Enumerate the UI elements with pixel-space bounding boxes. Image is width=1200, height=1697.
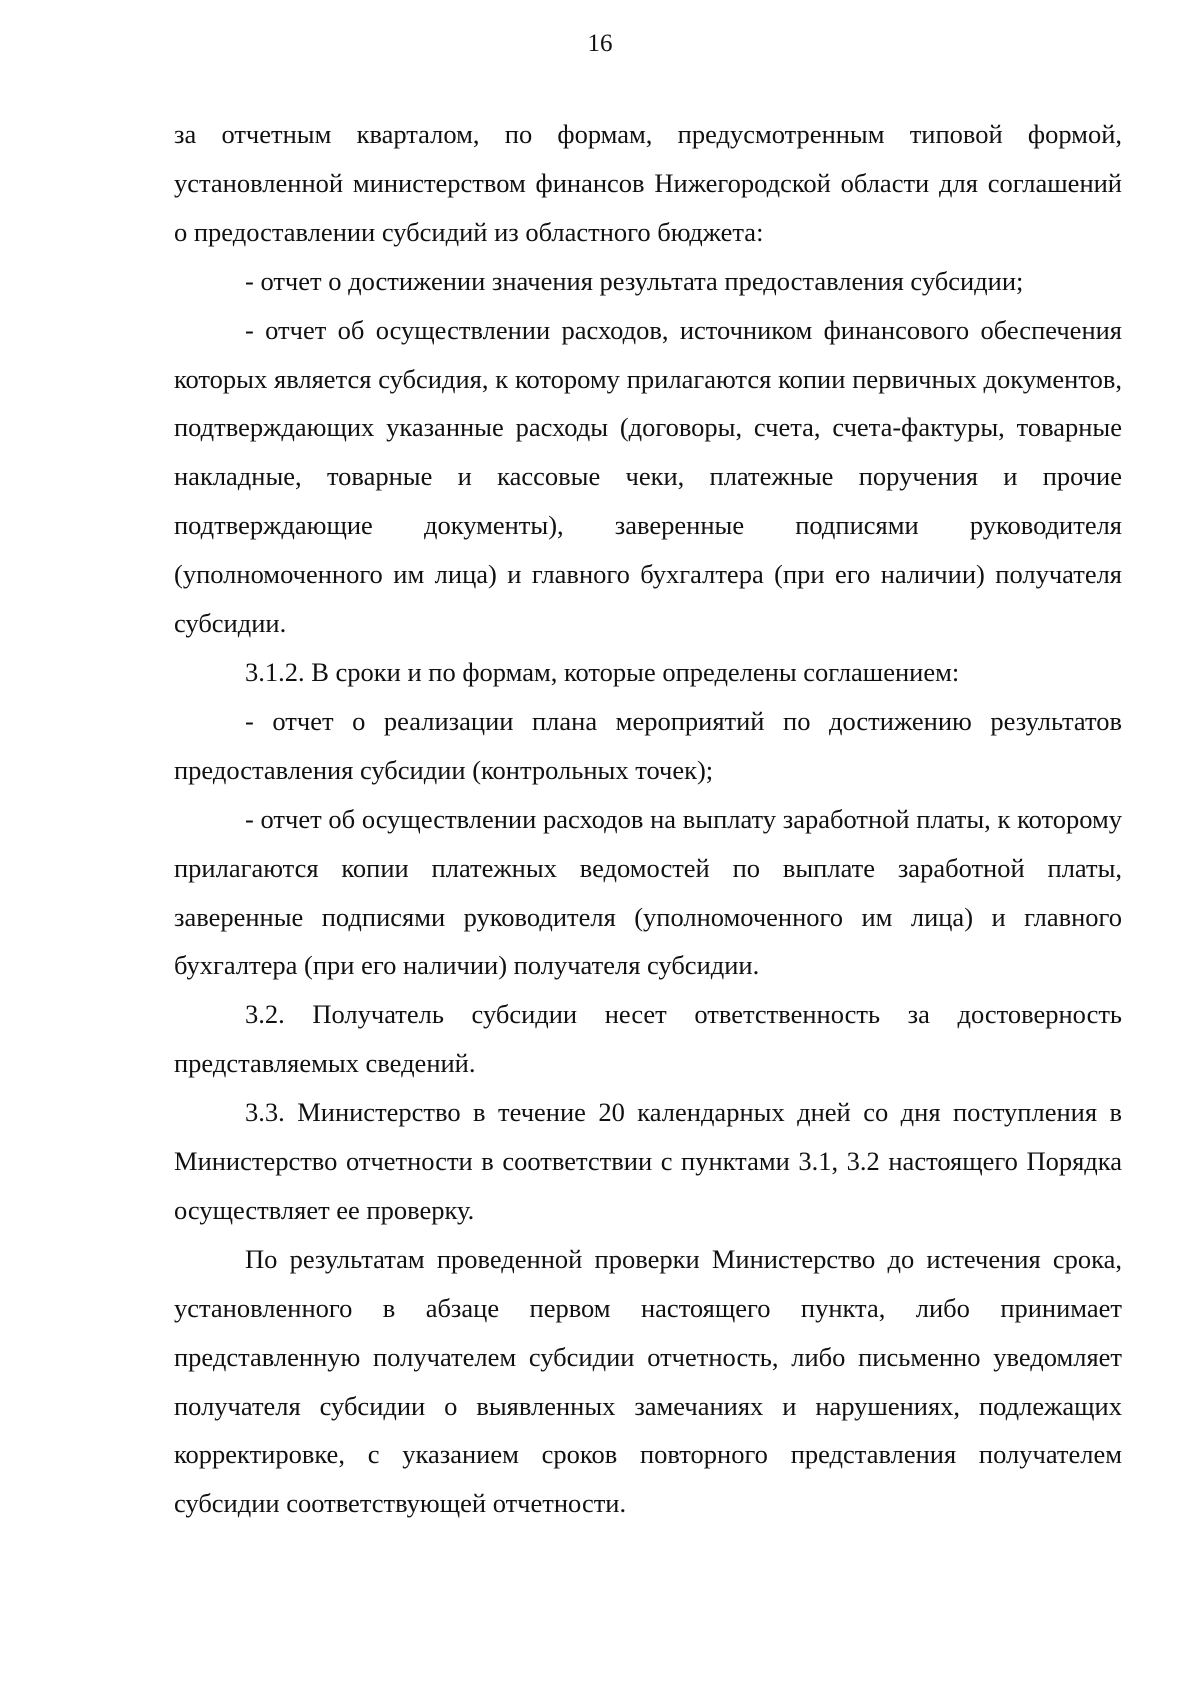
paragraph-continuation: за отчетным кварталом, по формам, предусмотренным типовой формой, установленной министерством финансов Нижегородской области для соглашений о предоставлении субсидий из областного бюджета: <box>174 119 1122 247</box>
paragraph-report-salary: - отчет об осуществлении расходов на выплату заработной платы, к которому прилагаются копии платежных ведомостей по выплате заработной платы, заверенные подписями руководителя (уполномоченного им лица) и главного бухгалтера (при его наличии) получателя субсидии. <box>174 803 1122 981</box>
paragraph-report-result: - отчет о достижении значения результата предоставления субсидии; <box>245 265 1024 296</box>
paragraph-check-results: По результатам проведенной проверки Министерство до истечения срока, установленного в абзаце первом настоящего пункта, либо принимает представленную получателем субсидии отчетность, либо письменно уведомляет получателя субсидии о выявленных замечаниях и нарушениях, подлежащих корректировке, с указанием сроков повторного представления получателем субсидии соответствующей отчетности. <box>174 1243 1122 1519</box>
paragraph-clause-3-3: 3.3. Министерство в течение 20 календарных дней со дня поступления в Министерство отчетности в соответствии с пунктами 3.1, 3.2 настоящего Порядка осуществляет ее проверку. <box>174 1097 1122 1225</box>
document-body <box>174 110 1122 1528</box>
paragraph-report-expenses: - отчет об осуществлении расходов, источником финансового обеспечения которых является субсидия, к которому прилагаются копии первичных документов, подтверждающих указанные расходы (договоры, счета, счета-фактуры, товарные накладные, товарные и кассовые чеки, платежные поручения и прочие подтверждающие документы), заверенные подписями руководителя (уполномоченного им лица) и главного бухгалтера (при его наличии) получателя субсидии. <box>174 314 1122 639</box>
paragraph-report-plan: - отчет о реализации плана мероприятий по достижению результатов предоставления субсидии (контрольных точек); <box>174 705 1122 785</box>
paragraph-clause-3-2: 3.2. Получатель субсидии несет ответственность за достоверность представляемых сведений. <box>174 999 1122 1079</box>
paragraph-clause-3-1-2: 3.1.2. В сроки и по формам, которые определены соглашением: <box>245 656 960 687</box>
page-number: 16 <box>587 30 613 57</box>
